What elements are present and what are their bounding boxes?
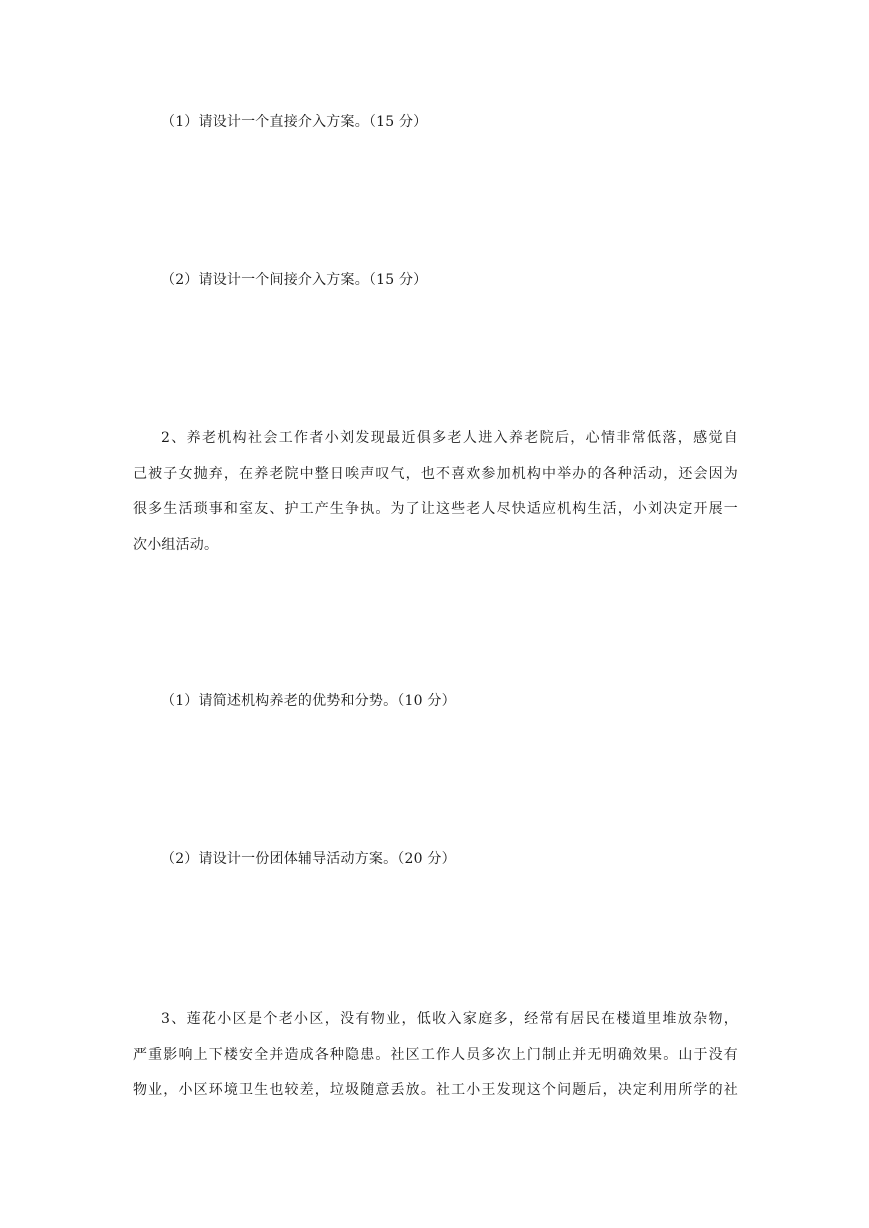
question-3-line-1: 3、莲花小区是个老小区，没有物业，低收入家庭多，经常有居民在楼道里堆放杂物，: [161, 1011, 738, 1027]
question-3-line-2: 严重影响上下楼安全并造成各种隐患。社区工作人员多次上门制止并无明确效果。山于没有: [133, 1046, 738, 1063]
question-2-subquestion-1: （1）请简述机构养老的优势和分势。（10 分）: [161, 693, 456, 709]
question-2-paragraph: [133, 421, 738, 563]
question-2-line-4: 次小组活动。: [133, 536, 219, 553]
question-3-paragraph: [133, 1002, 738, 1109]
question-1-subquestion-2: （2）请设计一个间接介入方案。（15 分）: [161, 272, 428, 288]
question-2-line-1: 2、养老机构社会工作者小刘发现最近俱多老人进入养老院后，心情非常低落，感觉自: [161, 430, 738, 446]
question-2-subquestion-2: （2）请设计一份团体辅导活动方案。（20 分）: [161, 851, 456, 867]
question-2-line-3: 很多生活琐事和室友、护工产生争执。为了让这些老人尽快适应机构生活，小刘决定开展一: [133, 501, 738, 517]
question-2-line-2: 己被子女抛弃，在养老院中整日唉声叹气，也不喜欢参加机构中举办的各种活动，还会因为: [133, 465, 738, 482]
question-3-line-3: 物业，小区环境卫生也较差，垃圾随意丢放。社工小王发现这个问题后，决定利用所学的社: [133, 1082, 738, 1098]
question-1-subquestion-1: （1）请设计一个直接介入方案。（15 分）: [161, 114, 428, 130]
